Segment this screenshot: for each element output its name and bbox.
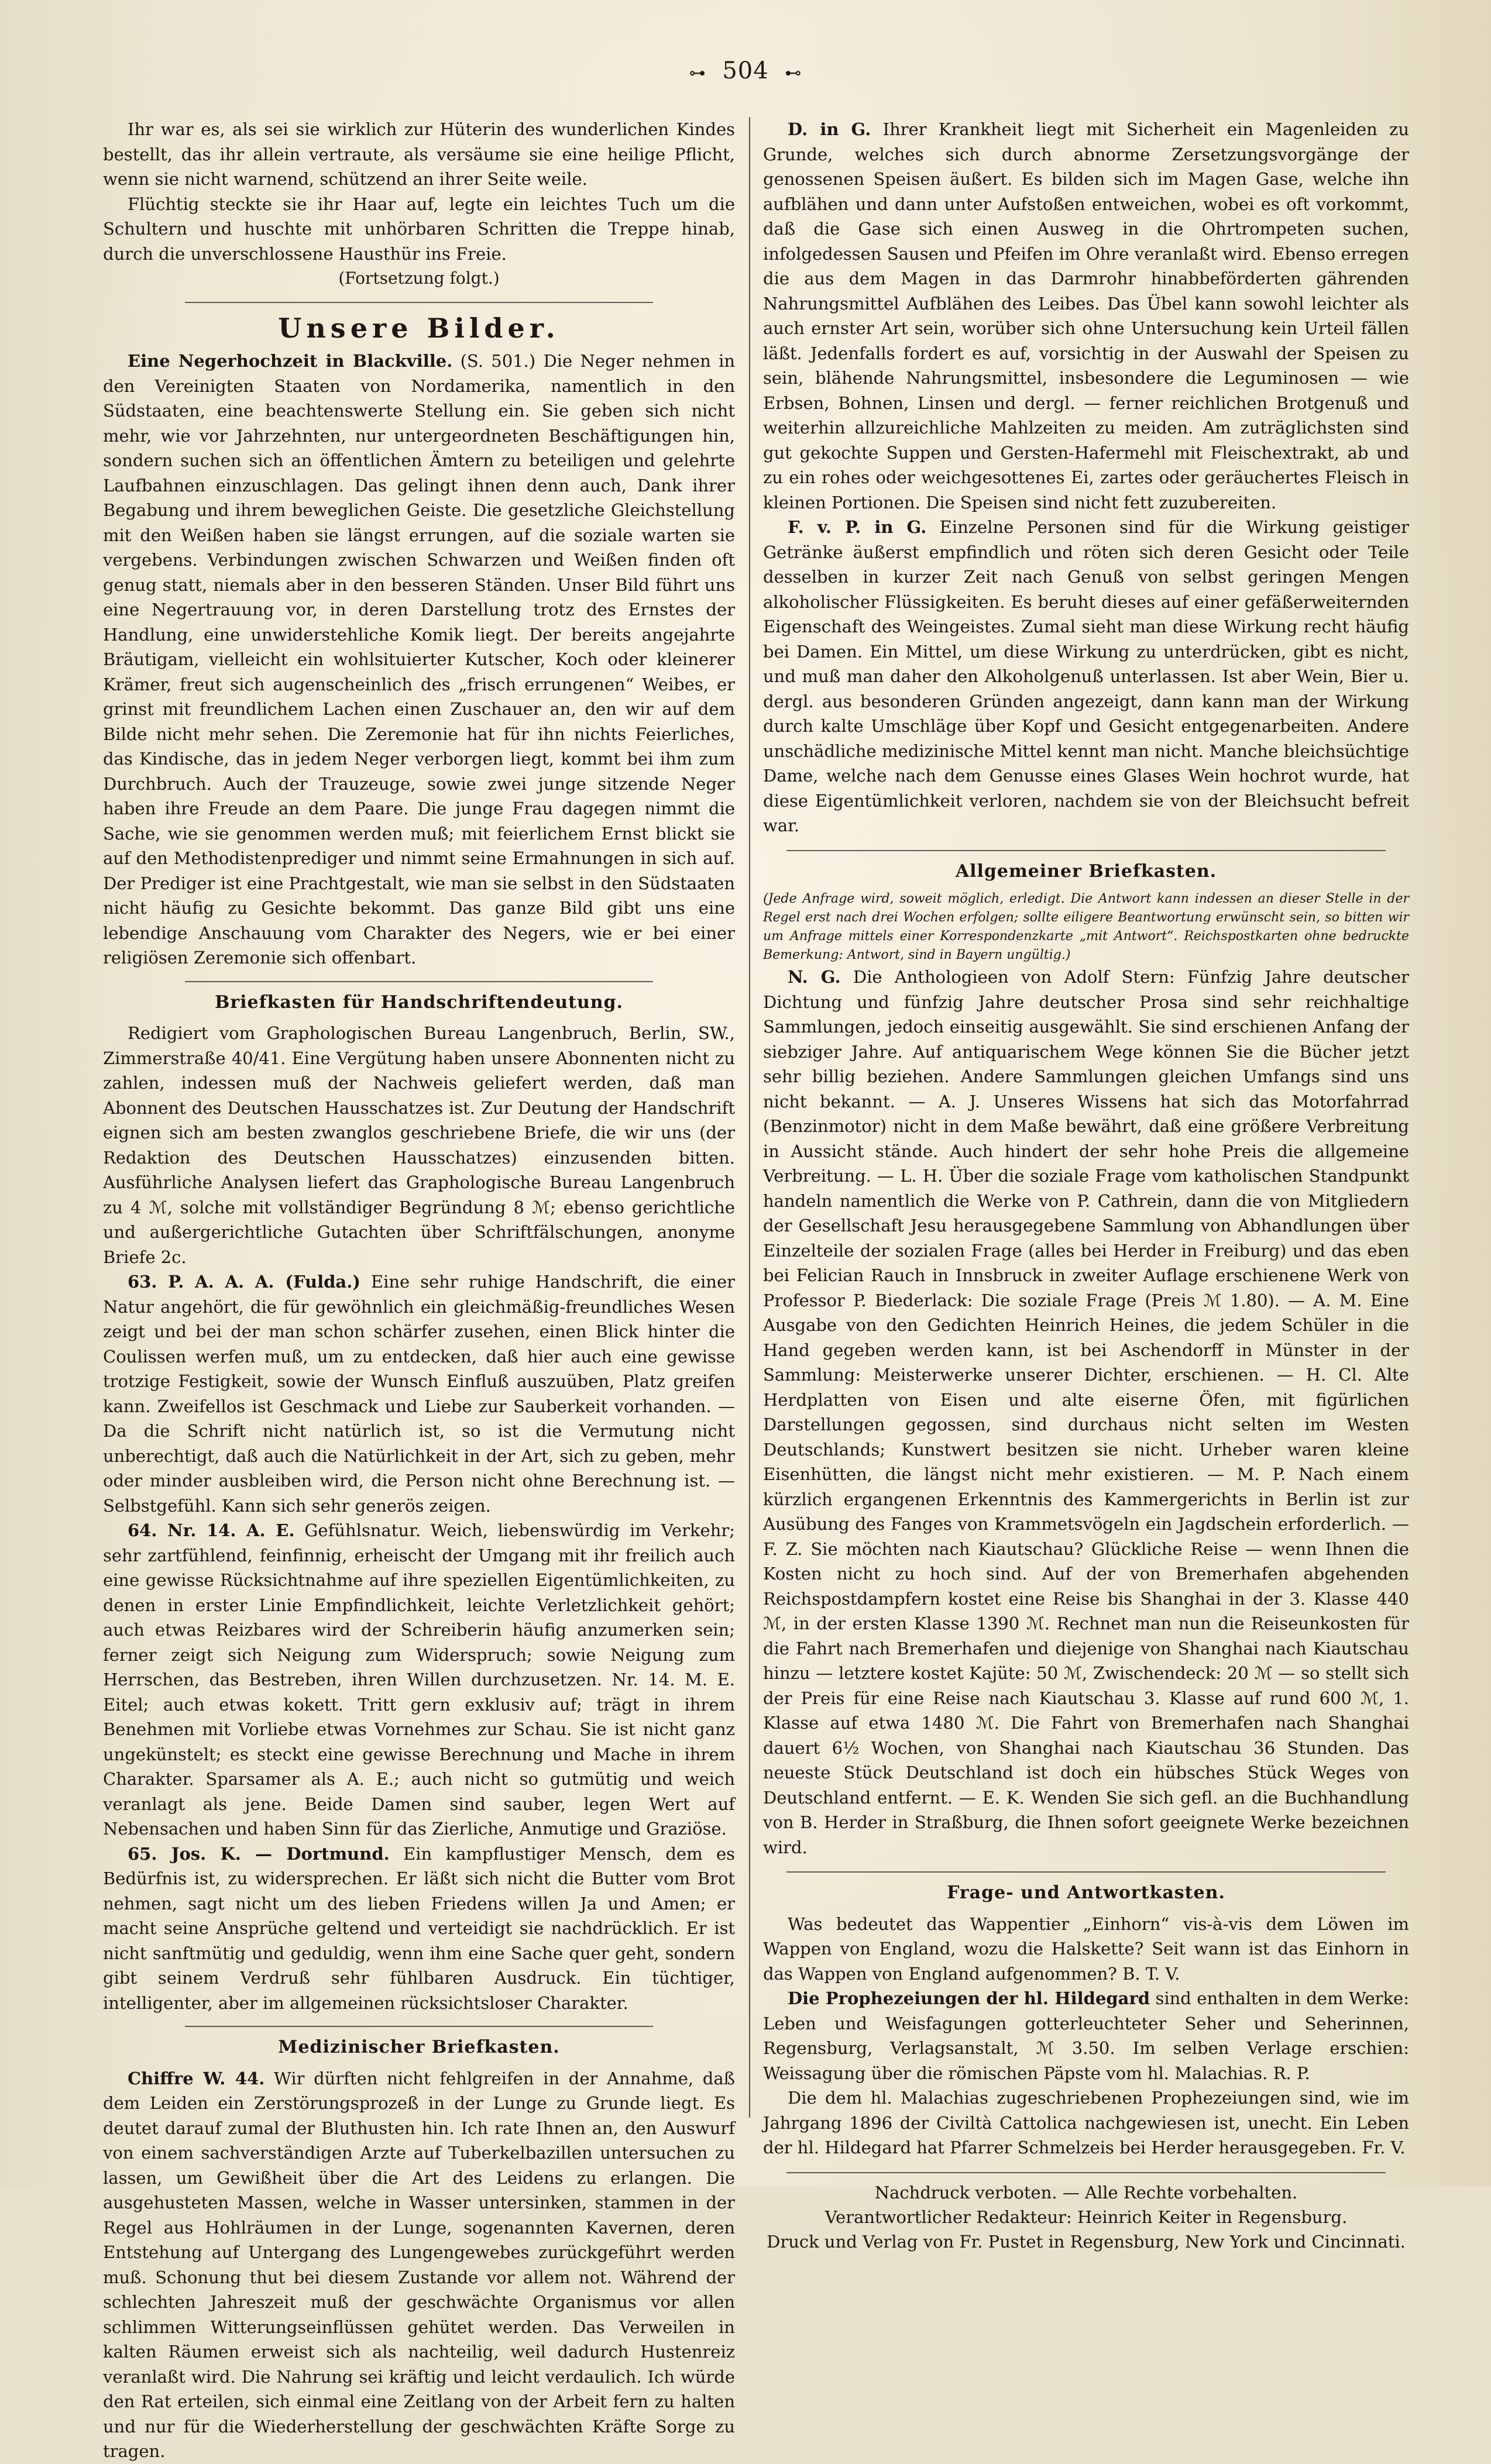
signature: B. T. V. [1122,1963,1180,1984]
story-paragraph: Ihr war es, als sei sie wirklich zur Hüterin des wunderlichen Kindes bestellt, das ihr allein vertraute, als versäume sie eine heilige Pflicht, wenn sie nicht warnend, schützend an ihrer Seite weile. [103,119,735,189]
entry-label: N. G. [788,967,841,987]
publisher-line: Druck und Verlag von Fr. Pustet in Regensburg, New York und Cincinnati. [767,2231,1406,2252]
answer-title: Die Prophezeiungen der hl. Hildegard [788,1988,1150,2008]
ornament-right-icon: ⊷ [785,63,802,82]
imprint [763,2180,1409,2254]
left-column [103,117,736,2461]
entry-text: Gefühlsnatur. Weich, liebenswürdig im Verkehr; sehr zartfühlend, feinfinnig, erheischt der Umgang mit ihr freilich auch eine gewisse Rücksichtnahme auf ihre speziellen Eigentümlichkeiten, zu denen in erster Linie Empfindlichkeit, leichte Verletzlichkeit gehört; auch etwas Reizbares wird der Schreiberin häufig anzumerken sein; ferner zeigt sich Neigung zum Widerspruch; sowie Neigung zum Herrschen, das Bestreben, ihren Willen durchzusetzen. Nr. 14. M. E. Eitel; auch etwas kokett. Tritt gern exklusiv auf; trägt in ihrem Benehmen mit Vorliebe etwas Vornehmes zur Schau. Sie ist nicht ganz ungekünstelt; es steckt eine gewisse Berechnung und Mache in ihrem Charakter. Sparsamer als A. E.; auch nicht so gutmütig und weich veranlagt als jene. Beide Damen sind sauber, legen Wert auf Nebensachen und haben Sinn für das Zierliche, Anmutige und Graziöse. [103,1520,735,1839]
allgemein-note [763,890,1409,965]
handschrift-intro: Redigiert vom Graphologischen Bureau Langenbruch, Berlin, SW., Zimmerstraße 40/41. Eine Vergütung haben unsere Abonnenten nicht zu zahlen, indessen muß der Nachweis geliefert werden, daß man Abonnent des Deutschen Hausschatzes ist. Zur Deutung der Handschrift eignen sich am besten zwanglos geschriebene Briefe, die wir uns (der Redaktion des Deutschen Hausschatzes) einzusenden bitten. Ausführliche Analysen liefert das Graphologische Bureau Langenbruch zu 4 ℳ, solche mit vollständiger Begründung 8 ℳ; ebenso gerichtliche und außergerichtliche Gutachten über Schriftfälschungen, anonyme Briefe 2c. [103,1023,735,1267]
page-reference: (S. 501.) [460,351,536,371]
signature: R. P. [1273,2063,1310,2083]
question-text: Was bedeutet das Wappentier „Einhorn“ vis-à-vis dem Löwen im Wappen von England, wozu die Halskette? Seit wann ist das Einhorn in das Wappen von England aufgenommen? [763,1914,1409,1984]
entry-label: Chiffre W. 44. [128,2068,265,2088]
continuation-note: (Fortsetzung folgt.) [338,269,500,288]
entry-label: D. in G. [788,119,871,139]
entry-label: 64. Nr. 14. A. E. [128,1520,295,1540]
section-rule [185,302,653,303]
note-text: (Jede Anfrage wird, soweit möglich, erledigt. Die Antwort kann indessen an dieser Stelle in der Regel erst nach drei Wochen erfolgen; sollte eiligere Beantwortung erwünscht sein, so bitten wir um Anfrage mittels einer Korrespondenzkarte „mit Antwort“. Reichspostkarten ohne bedruckte Bemerkung: Antwort, sind in Bayern ungültig.) [763,892,1409,962]
section-title-frage: Frage- und Antwortkasten. [947,1883,1225,1903]
entry-text: Die Anthologieen von Adolf Stern: Fünfzig Jahre deutscher Dichtung und fünfzig Jahre deutscher Prosa sind sehr reichhaltige Sammlungen, jedoch einseitig ausgewählt. Sie sind erschienen Anfang der siebziger Jahre. Auf antiquarischem Wege können Sie die Bücher jetzt sehr billig beziehen. Andere Sammlungen gleichen Umfangs sind uns nicht bekannt. — A. J. Unseres Wissens hat sich das Motorfahrrad (Benzinmotor) nicht in dem Maße bewährt, daß eine größere Verbreitung in Aussicht stände. Auch hindert der sehr hohe Preis die allgemeine Verbreitung. — L. H. Über die soziale Frage vom katholischen Standpunkt handeln namentlich die Werke von P. Cathrein, dann die von Mitgliedern der Gesellschaft Jesu herausgegebene Sammlung von Abhandlungen über Einzelteile der sozialen Frage (alles bei Herder in Freiburg) und das eben bei Felician Rauch in Innsbruck in zweiter Auflage erschienene Werk von Professor P. Biederlack: Die soziale Frage (Preis ℳ 1.80). — A. M. Eine Ausgabe von den Gedichten Heinrich Heines, die jedem Schüler in die Hand gegeben werden kann, ist bei Aschendorff in Münster in der Sammlung: Meisterwerke unserer Dichter, erschienen. — H. Cl. Alte Herdplatten von Eisen und alte eiserne Öfen, mit figürlichen Darstellungen gegossen, sind durchaus nicht selten im Westen Deutschlands; Kunstwert besitzen sie nicht. Urheber waren kleine Eisenhütten, die längst nicht mehr existieren. — M. P. Nach einem kürzlich ergangenen Erkenntnis des Kammergerichts in Berlin ist zur Ausübung des Fanges von Krammetsvögeln ein Jagdschein erforderlich. — F. Z. Sie möchten nach Kiautschau? Glückliche Reise — wenn Ihnen die Kosten nicht zu hoch sind. Auf der von Bremerhafen abgehenden Reichspostdampfern kostet eine Reise bis Shanghai in der 3. Klasse 440 ℳ, in der ersten Klasse 1390 ℳ. Rechnet man nun die Reiseunkosten für die Fahrt nach Bremerhafen und diejenige von Shanghai nach Kiautschau hinzu — letztere kostet Kajüte: 50 ℳ, Zwischendeck: 20 ℳ — so stellt sich der Preis für eine Reise nach Kiautschau 3. Klasse auf rund 600 ℳ, 1. Klasse auf etwa 1480 ℳ. Die Fahrt von Bremerhafen nach Shanghai dauert 6½ Wochen, von Shanghai nach Kiautschau 36 Stunden. Das neueste Stück Deutschland ist doch ein hübsches Stück Weges von Deutschland entfernt. — E. K. Wenden Sie sich gefl. an die Buchhandlung von B. Herder in Straßburg, die Ihnen sofort geeignete Werke bezeichnen wird. [763,967,1409,1857]
entry-label: F. v. P. in G. [788,517,927,537]
answer-text: Die dem hl. Malachias zugeschriebenen Prophezeiungen sind, wie im Jahrgang 1896 der Civiltà Cattolica nachgewiesen ist, unecht. Ein Leben der hl. Hildegard hat Pfarrer Schmelzeis bei Herder herausgegeben. [763,2088,1409,2157]
section-rule [185,981,653,982]
frage-answer [763,2086,1409,2160]
medizin-entry [763,117,1409,515]
article-lead: Eine Negerhochzeit in Blackville. [128,351,453,371]
handschrift-entry [103,1518,735,1842]
ornament-left-icon: ⊶ [689,63,706,82]
handschrift-entry [103,1842,735,2016]
answer-text: sind enthalten in dem Werke: Leben und Weisfagungen gotterleuchteter Seher und Seherinnen, Regensburg, Verlagsanstalt, ℳ 3.50. Im selben Verlage erschien: Weissagung über die römischen Päpste vom hl. Malachias. [763,1988,1409,2083]
signature: Fr. V. [1362,2138,1406,2157]
frage-question [763,1912,1409,1987]
section-rule [786,1871,1386,1873]
article-text: Die Neger nehmen in den Vereinigten Staaten von Nordamerika, namentlich in den Südstaaten, eine beachtenswerte Stellung ein. Sie geben sich nicht mehr, wie vor Jahrzehnten, nur untergeordneten Beschäftigungen hin, sondern suchen sich an öffentlichen Ämtern zu beteiligen und gelehrte Laufbahnen einzuschlagen. Das gelingt ihnen denn auch, Dank ihrer Begabung und ihrem beweglichen Geiste. Die gesetzliche Gleichstellung mit den Weißen haben sie längst errungen, auf die soziale warten sie vergebens. Verbindungen zwischen Schwarzen und Weißen finden oft genug statt, niemals aber in den besseren Ständen. Unser Bild führt uns eine Negertrauung vor, in deren Darstellung trotz des Ernstes der Handlung, eine unwiderstehliche Komik liegt. Der bereits angejahrte Bräutigam, vielleicht ein wohlsituierter Kutscher, Koch oder kleinerer Krämer, freut sich augenscheinlich des „frisch errungenen“ Weibes, er grinst mit freundlichem Lachen einen Zuschauer an, den wir auf dem Bilde nicht mehr sehen. Die Zeremonie hat für ihn nichts Feierliches, das Kindische, das in jedem Neger verborgen liegt, kommt bei ihm zum Durchbruch. Auch der Trauzeuge, sowie zwei junge sitzende Neger haben ihre Freude an dem Paare. Die junge Frau dagegen nimmt die Sache, wie sie genommen werden muß; mit feierlichem Ernst blickt sie auf den Methodistenprediger und nimmt seine Ermahnungen in sich auf. Der Prediger ist eine Prachtgestalt, wie man sie selbst in den Südstaaten nicht häufig zu Gesichte bekommt. Das ganze Bild gibt uns eine lebendige Anschauung vom Charakter des Negers, wie er bei einer religiösen Zeremonie sich offenbart. [103,351,736,968]
entry-label: 63. P. A. A. A. (Fulda.) [128,1272,361,1292]
page-header [0,57,1491,84]
section-title-handschrift: Briefkasten für Handschriftendeutung. [214,992,623,1013]
entry-text: Einzelne Personen sind für die Wirkung geistiger Getränke äußerst empfindlich und röten sich deren Gesicht oder Teile desselben in kurzer Zeit nach Genuß von selbst geringen Mengen alkoholischer Flüssigkeiten. Es beruht dieses auf einer gefäßerweiternden Eigenschaft des Weingeistes. Zumal sieht man diese Wirkung recht häufig bei Damen. Ein Mittel, um diese Wirkung zu unterdrücken, gibt es nicht, und muß man daher den Alkoholgenuß unterlassen. Ist aber Wein, Bier u. dergl. aus besonderen Gründen angezeigt, dann kann man der Wirkung durch kalte Umschläge über Kopf und Gesicht entgegenarbeiten. Andere unschädliche medizinische Mittel kennt man nicht. Manche bleichsüchtige Dame, welche nach dem Genusse eines Glases Wein hochrot wurde, hat diese Eigentümlichkeit verloren, nachdem sie von der Bleichsucht befreit war. [763,517,1409,835]
rights-line: Nachdruck verboten. — Alle Rechte vorbehalten. [874,2182,1298,2203]
section-title-allgemein: Allgemeiner Briefkasten. [955,861,1217,882]
section-title-medizin: Medizinischer Briefkasten. [278,2037,560,2057]
section-title-unsere-bilder: Unsere Bilder. [278,312,560,344]
article-paragraph [103,349,735,971]
story-paragraph: Flüchtig steckte sie ihr Haar auf, legte ein leichtes Tuch um die Schultern und huschte mit unhörbaren Schritten die Treppe hinab, durch die unverschlossene Hausthür ins Freie. [103,194,735,264]
section-rule [786,850,1386,851]
section-rule [786,2172,1386,2173]
handschrift-entry [103,1269,735,1518]
medizin-entry [103,2066,735,2464]
section-rule [185,2026,653,2027]
column-divider [749,117,750,2118]
medizin-entry [763,515,1409,838]
page-number: 504 [722,57,769,84]
entry-text: Wir dürften nicht fehlgreifen in der Annahme, daß dem Leiden ein Zerstörungsprozeß in der Lunge zu Grunde liegt. Es deutet darauf zumal der Bluthusten hin. Ich rate Ihnen an, den Auswurf von einem sachverständigen Arzte auf Tuberkelbazillen untersuchen zu lassen, um Gewißheit über die Art des Leidens zu erlangen. Die ausgehusteten Massen, welche in Wasser untersinken, stammen in der Regel aus Hohlräumen in der Lunge, sogenannten Kavernen, deren Entstehung auf Untergang des Lungengewebes zurückgeführt werden muß. Schonung thut bei diesem Zustande vor allem not. Während der schlechten Jahreszeit muß der geschwächte Organismus vor allen schlimmen Witterungseinflüssen gehütet werden. Das Verweilen in kalten Räumen erweist sich als nachteilig, weil dadurch Hustenreiz veranlaßt wird. Die Nahrung sei kräftig und leicht verdaulich. Ich würde den Rat erteilen, sich einmal eine Zeitlang von der Arbeit fern zu halten und nur für die Wiederherstellung der geschwächten Kräfte Sorge zu tragen. [103,2068,736,2461]
entry-text: Eine sehr ruhige Handschrift, die einer Natur angehört, die für gewöhnlich ein gleichmäßig-freundliches Wesen zeigt und bei der man schon schärfer zusehen, einen Blick hinter die Coulissen werfen muß, um zu entdecken, daß hier auch eine gewisse trotzige Festigkeit, sowie der Wunsch Einfluß auszuüben, Platz greifen kann. Zweifellos ist Geschmack und Liebe zur Sauberkeit vorhanden. — Da die Schrift nicht natürlich ist, so ist die Vermutung nicht unberechtigt, daß auch die Natürlichkeit in der Art, sich zu geben, mehr oder minder ausbleiben wird, die Person nicht ohne Berechnung ist. — Selbstgefühl. Kann sich sehr generös zeigen. [103,1272,735,1516]
right-column [763,117,1409,2252]
entry-text: Ein kampflustiger Mensch, dem es Bedürfnis ist, zu widersprechen. Er läßt sich nicht die Butter vom Brot nehmen, sagt nicht um des lieben Friedens willen Ja und Amen; er macht seine Ansprüche geltend und verteidigt sie nachdrücklich. Er ist nicht sanftmütig und geduldig, wenn ihm eine Sache quer geht, sondern gibt seinem Verdruß sehr fühlbaren Ausdruck. Ein tüchtiger, intelligenter, aber im allgemeinen rücksichtsloser Charakter. [103,1843,736,2013]
frage-answer [763,1986,1409,2086]
allgemein-entries [763,965,1409,1860]
editor-line: Verantwortlicher Redakteur: Heinrich Keiter in Regensburg. [824,2207,1348,2227]
entry-label: 65. Jos. K. — Dortmund. [128,1843,390,1864]
entry-text: Ihrer Krankheit liegt mit Sicherheit ein Magenleiden zu Grunde, welches sich durch abnorme Zersetzungsvorgänge der genossenen Speisen äußert. Es bilden sich im Magen Gase, welche ihn aufblähen und dann unter Aufstoßen entweichen, wobei es oft vorkommt, daß die Gase sich einen Ausweg in die Ohrtrompeten suchen, infolgedessen Sausen und Pfeifen im Ohre veranlaßt wird. Ebenso erregen die aus dem Magen in das Darmrohr hinabbeförderten gährenden Nahrungsmittel Aufblähen des Leibes. Das Übel kann sowohl leichter als auch ernster Art sein, worüber sich ohne Untersuchung kein Urteil fällen läßt. Jedenfalls fordert es auf, vorsichtig in der Auswahl der Speisen zu sein, blähende Nahrungsmittel, insbesondere die Leguminosen — wie Erbsen, Bohnen, Linsen und dergl. — ferner reichlichen Brotgenuß und weiterhin allzureichliche Mahlzeiten zu meiden. Am zuträglichsten sind gut gekochte Suppen und Gersten-Hafermehl mit Fleischextrakt, ab und zu ein rohes oder weichgesottenes Ei, zartes oder geräuchertes Fleisch in kleinen Portionen. Die Speisen sind nicht fett zuzubereiten. [763,119,1409,512]
